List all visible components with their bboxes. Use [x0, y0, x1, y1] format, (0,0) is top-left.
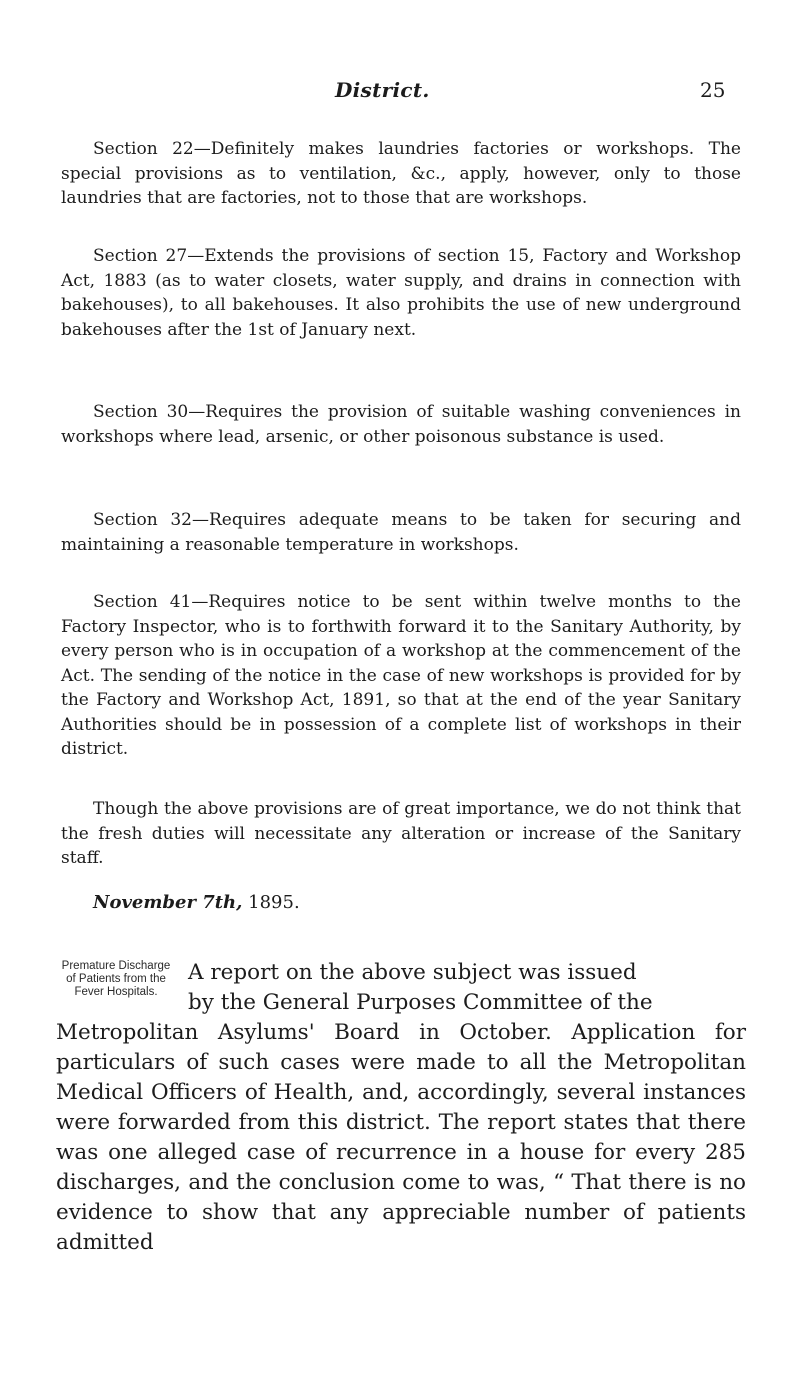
date-year: 1895.	[248, 892, 300, 913]
margin-sidenote: Premature Discharge of Patients from the Fever Hospitals.	[61, 960, 171, 998]
paragraph-section-22: Section 22—Definitely makes laundries factories or workshops. The special provisions as to ventilation, &c., apply, however, only to those laundries that are factories, not to those that are workshops.	[61, 139, 741, 208]
report-line-2: by the General Purposes Committee of the	[188, 990, 653, 1015]
paragraph-section-27: Section 27—Extends the provisions of section 15, Factory and Workshop Act, 1883 (as to water closets, water supply, and drains in connection with bakehouses), to all bakehouses. It also prohibits the use of new underground bakehouses after the 1st of January next.	[61, 246, 741, 340]
report-paragraph: Metropolitan Asylums' Board in October. Application for particulars of such cases were made to all the Metropolitan Medical Officers of Health, and, accordingly, several instances were forwarded from this district. The report states that there was one alleged case of recurrence in a house for every 285 discharges, and the conclusion come to was, “ That there is no evidence to show that any appreciable number of patients admitted	[56, 1020, 746, 1255]
date-line	[93, 892, 300, 913]
paragraph-section-41: Section 41—Requires notice to be sent within twelve months to the Factory Inspector, who is to forthwith forward it to the Sanitary Authority, by every person who is in occupation of a workshop at the commencement of the Act. The sending of the notice in the case of new workshops is provided for by the Factory and Workshop Act, 1891, so that at the end of the year Sanitary Authorities should be in possession of a complete list of workshops in their district.	[61, 592, 741, 759]
running-title: District.	[335, 78, 430, 102]
paragraph-section-32: Section 32—Requires adequate means to be taken for securing and maintaining a reasonable temperature in workshops.	[61, 510, 741, 555]
paragraph-conclusion: Though the above provisions are of great importance, we do not think that the fresh duties will necessitate any alteration or increase of the Sanitary staff.	[61, 799, 741, 868]
report-line-1: A report on the above subject was issued	[188, 960, 637, 985]
page-number: 25	[700, 78, 726, 102]
page-header	[0, 78, 800, 108]
paragraph-section-30: Section 30—Requires the provision of suitable washing conveniences in workshops where lead, arsenic, or other poisonous substance is used.	[61, 402, 741, 447]
date-month-day: November 7th,	[93, 892, 243, 913]
